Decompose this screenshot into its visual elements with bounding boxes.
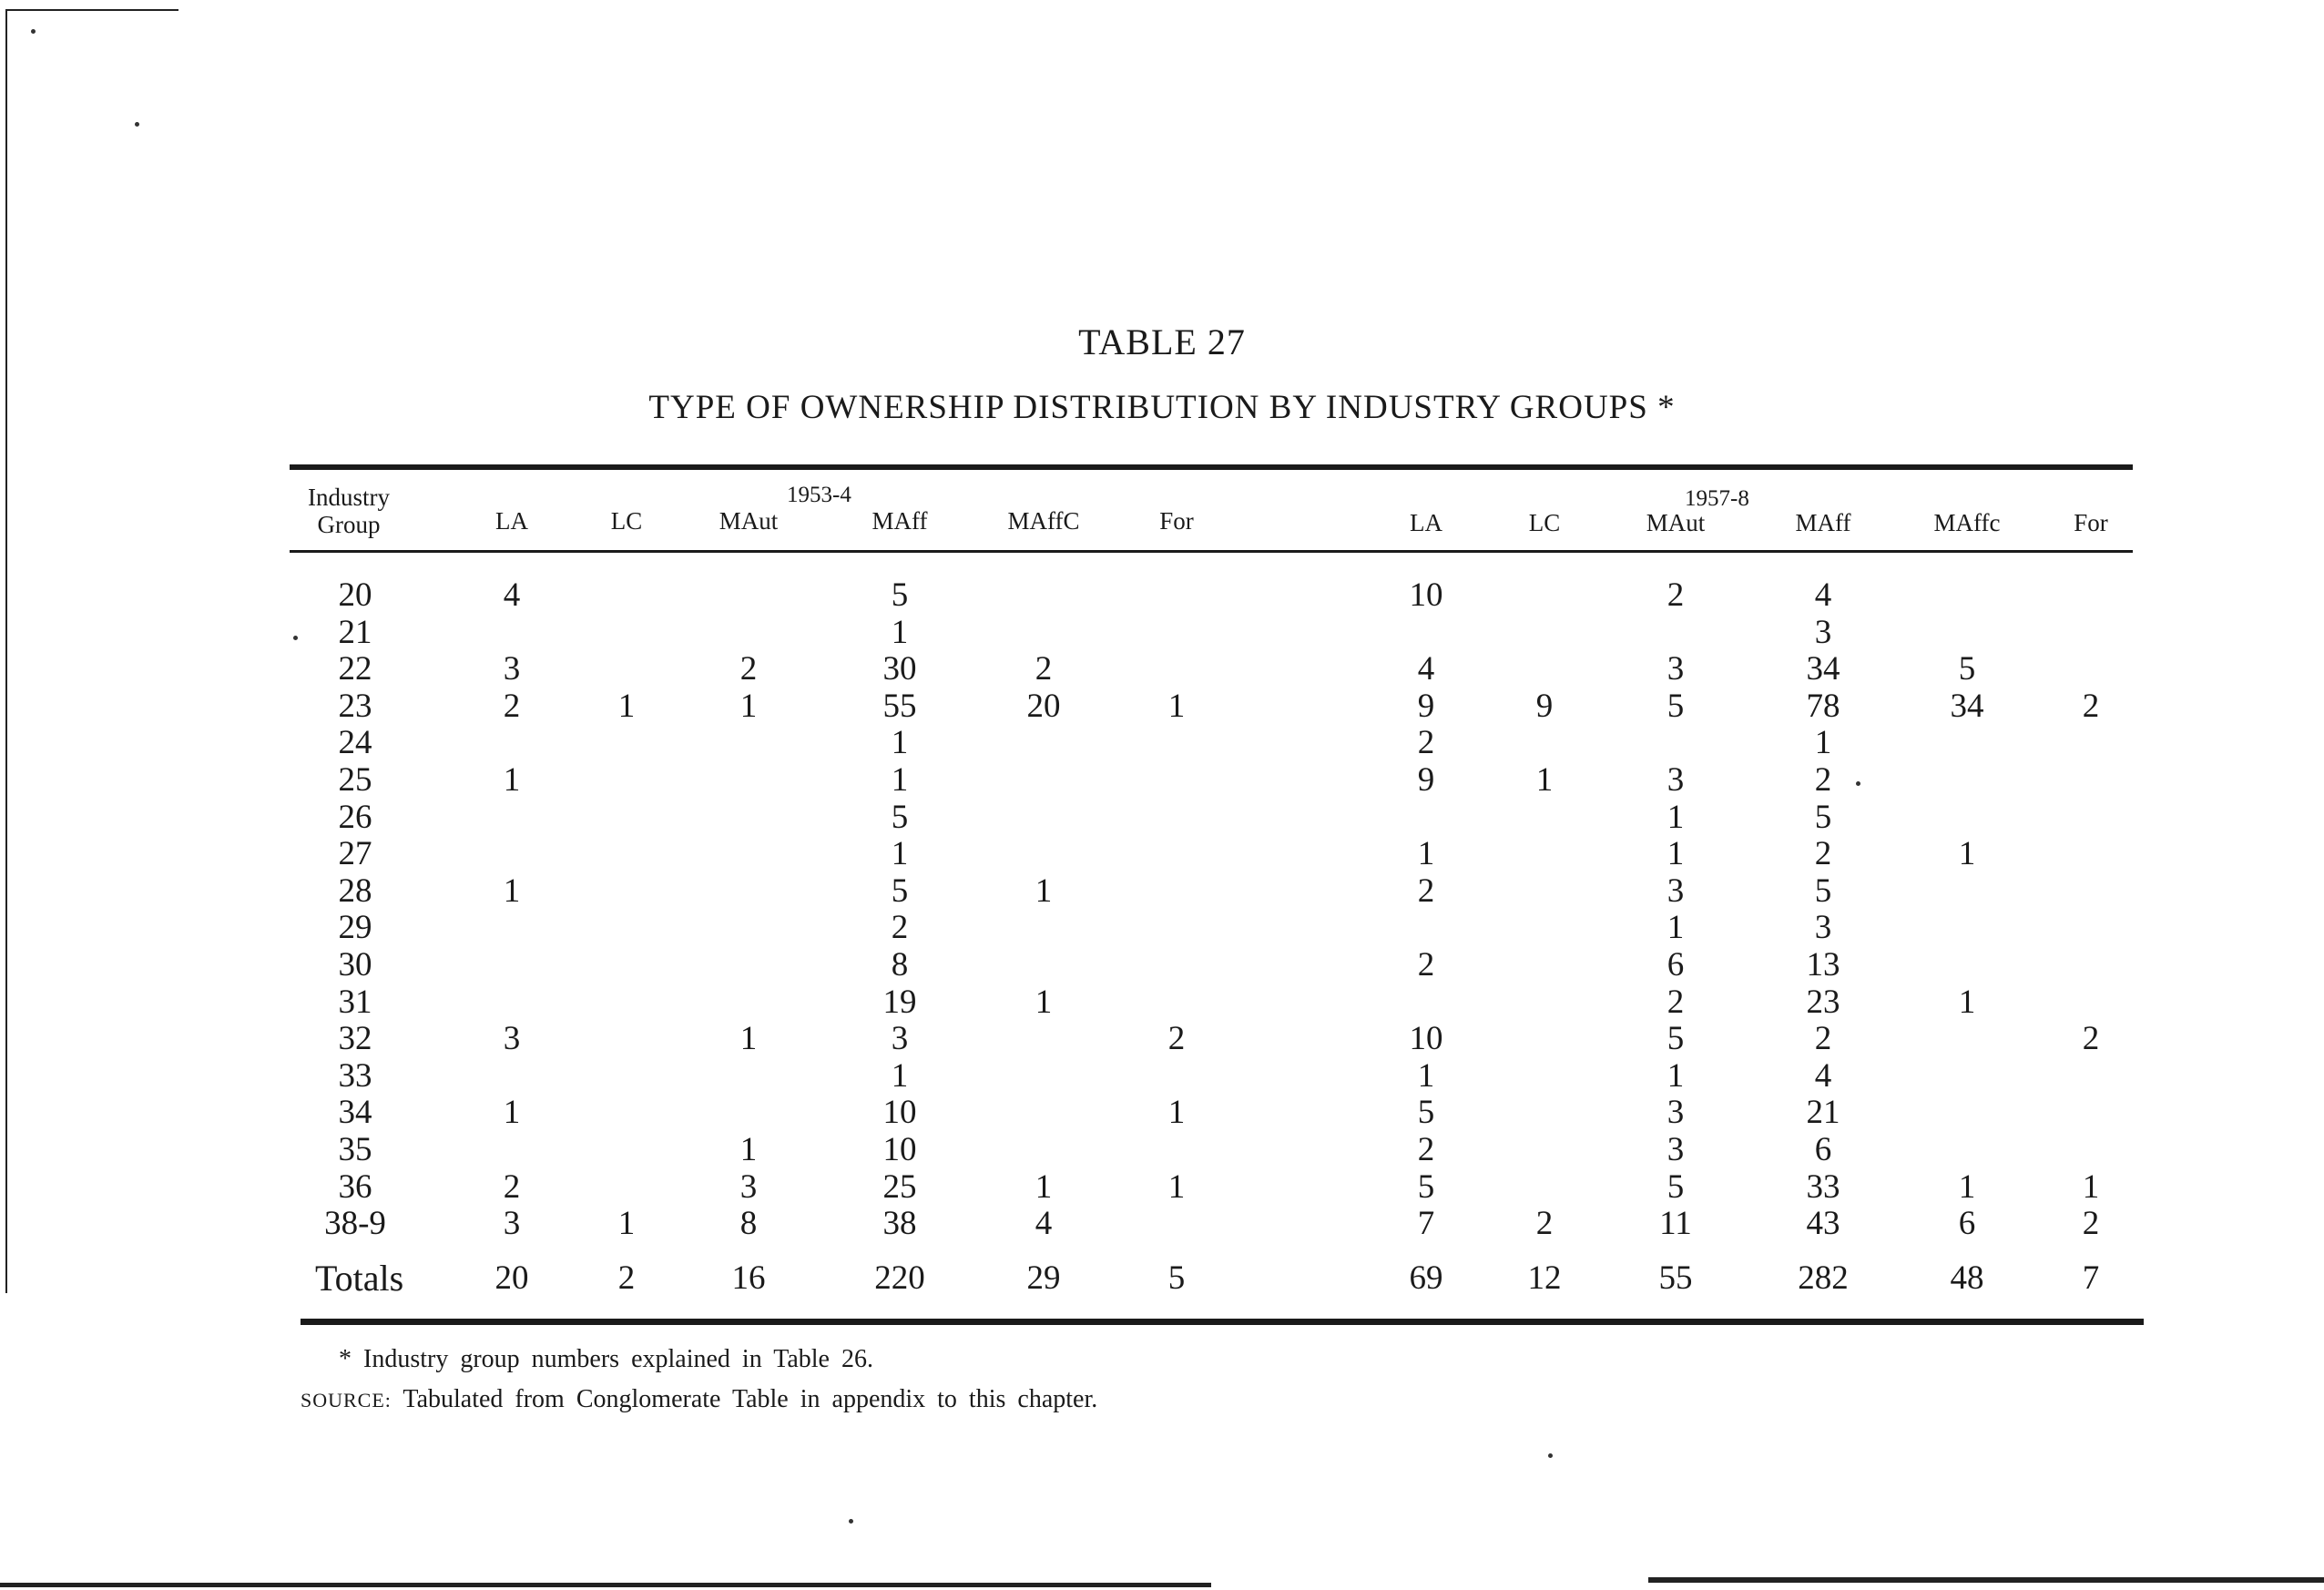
table-row: [0, 910, 2324, 946]
source-note: [301, 1385, 1097, 1414]
table-row: [0, 688, 2324, 725]
column-header-1957-maut: MAut: [1646, 509, 1706, 536]
top-rule: [290, 464, 2133, 470]
cell-1957-for: 2: [2082, 687, 2100, 725]
total-1957-for: 7: [2082, 1259, 2100, 1297]
table-number: TABLE 27: [1078, 321, 1246, 362]
cell-1953-maff: 5: [891, 798, 909, 836]
cell-1957-maff: 5: [1814, 871, 1832, 910]
cell-1957-maff: 3: [1814, 909, 1832, 947]
cell-1957-la: 9: [1417, 761, 1435, 799]
cell-1957-maffc: 1: [1958, 1167, 1976, 1206]
cell-1957-maff: 43: [1806, 1205, 1840, 1243]
cell-1957-maffc: 6: [1958, 1205, 1976, 1243]
industry-group-cell: 30: [338, 946, 372, 984]
cell-1957-maff: 2: [1814, 1020, 1832, 1058]
cell-1953-maff: 1: [891, 835, 909, 873]
cell-1953-maff: 55: [882, 687, 917, 725]
column-header-1953-la: LA: [495, 507, 528, 535]
scan-speck: [31, 29, 36, 34]
cell-1957-la: 1: [1417, 1056, 1435, 1095]
total-1953-maut: 16: [731, 1259, 766, 1297]
table-row: [0, 577, 2324, 614]
industry-group-cell: 23: [338, 687, 372, 725]
cell-1957-maffc: 1: [1958, 835, 1976, 873]
header-industry-label: Industry: [308, 484, 390, 511]
column-header-1957-lc: LC: [1528, 509, 1561, 536]
industry-group-cell: 36: [338, 1167, 372, 1206]
cell-1957-maut: 3: [1667, 1094, 1685, 1132]
cell-1953-maut: 1: [739, 1131, 758, 1168]
industry-group-cell: 25: [338, 761, 372, 799]
period-label-1957: 1957-8: [1685, 486, 1749, 511]
cell-1953-la: 3: [503, 1205, 521, 1243]
total-1953-for: 5: [1167, 1259, 1186, 1297]
table-row: [0, 1095, 2324, 1131]
cell-1957-maff: 2: [1814, 761, 1832, 799]
table-row: [0, 947, 2324, 984]
cell-1957-la: 2: [1417, 724, 1435, 762]
cell-1953-maffc: 20: [1026, 687, 1061, 725]
cell-1957-maffc: 1: [1958, 983, 1976, 1021]
scan-speck: [135, 122, 139, 127]
cell-1953-maut: 3: [739, 1167, 758, 1206]
cell-1957-maff: 4: [1814, 576, 1832, 614]
cell-1957-maff: 2: [1814, 835, 1832, 873]
industry-group-cell: 26: [338, 798, 372, 836]
cell-1957-maut: 1: [1667, 1056, 1685, 1095]
cell-1953-maff: 30: [882, 650, 917, 688]
total-1953-maffc: 29: [1026, 1259, 1061, 1297]
cell-1953-la: 1: [503, 1094, 521, 1132]
scan-edge-bottom-right: [1648, 1577, 2324, 1583]
footnote: * Industry group numbers explained in Table 26.: [339, 1345, 873, 1373]
cell-1957-maff: 4: [1814, 1056, 1832, 1095]
total-1953-maff: 220: [874, 1259, 925, 1297]
cell-1957-la: 1: [1417, 835, 1435, 873]
total-1953-lc: 2: [617, 1259, 636, 1297]
source-label: SOURCE:: [301, 1389, 392, 1412]
cell-1957-maff: 21: [1806, 1094, 1840, 1132]
cell-1957-for: 1: [2082, 1167, 2100, 1206]
totals-row: [0, 1260, 2324, 1297]
table-row: [0, 1206, 2324, 1242]
cell-1957-maffc: 5: [1958, 650, 1976, 688]
cell-1953-maff: 1: [891, 724, 909, 762]
table-row: [0, 725, 2324, 761]
industry-group-cell: 34: [338, 1094, 372, 1132]
total-1953-la: 20: [494, 1259, 529, 1297]
cell-1957-maut: 2: [1667, 576, 1685, 614]
bottom-rule: [301, 1319, 2144, 1325]
industry-group-cell: 38-9: [324, 1205, 386, 1243]
industry-group-cell: 28: [338, 871, 372, 910]
industry-group-cell: 27: [338, 835, 372, 873]
table-row: [0, 836, 2324, 872]
cell-1953-la: 1: [503, 871, 521, 910]
cell-1953-la: 1: [503, 761, 521, 799]
industry-group-cell: 24: [338, 724, 372, 762]
cell-1957-maff: 13: [1806, 946, 1840, 984]
cell-1957-maut: 1: [1667, 798, 1685, 836]
cell-1957-maut: 1: [1667, 909, 1685, 947]
column-header-1953-maff: MAff: [872, 507, 928, 535]
cell-1957-la: 5: [1417, 1167, 1435, 1206]
cell-1953-maff: 5: [891, 576, 909, 614]
cell-1957-la: 2: [1417, 871, 1435, 910]
cell-1953-maff: 10: [882, 1131, 917, 1168]
cell-1957-for: 2: [2082, 1020, 2100, 1058]
cell-1957-maff: 34: [1806, 650, 1840, 688]
cell-1957-for: 2: [2082, 1205, 2100, 1243]
header-group-label: Group: [317, 511, 381, 538]
table-row: [0, 1021, 2324, 1057]
cell-1953-maff: 1: [891, 761, 909, 799]
cell-1957-maff: 78: [1806, 687, 1840, 725]
cell-1953-maff: 25: [882, 1167, 917, 1206]
column-header-1953-maffc: MAffC: [1007, 507, 1080, 535]
table-row: [0, 984, 2324, 1021]
cell-1957-maut: 3: [1667, 761, 1685, 799]
industry-group-cell: 29: [338, 909, 372, 947]
cell-1957-lc: 2: [1535, 1205, 1554, 1243]
cell-1957-maut: 3: [1667, 871, 1685, 910]
column-header-1957-la: LA: [1410, 509, 1442, 536]
cell-1957-la: 7: [1417, 1205, 1435, 1243]
scan-speck: [1548, 1453, 1553, 1458]
table-title: TYPE OF OWNERSHIP DISTRIBUTION BY INDUSTRY GROUPS *: [648, 389, 1676, 426]
cell-1953-maffc: 1: [1035, 983, 1053, 1021]
cell-1953-lc: 1: [617, 687, 636, 725]
cell-1953-for: 1: [1167, 687, 1186, 725]
cell-1957-maut: 5: [1667, 1167, 1685, 1206]
cell-1957-maut: 2: [1667, 983, 1685, 1021]
cell-1953-maff: 5: [891, 871, 909, 910]
cell-1957-la: 10: [1409, 1020, 1443, 1058]
cell-1953-maut: 1: [739, 687, 758, 725]
cell-1957-maut: 11: [1659, 1205, 1692, 1243]
cell-1953-maff: 1: [891, 613, 909, 651]
cell-1953-maff: 1: [891, 1056, 909, 1095]
cell-1957-maut: 3: [1667, 1131, 1685, 1168]
cell-1953-for: 2: [1167, 1020, 1186, 1058]
total-1957-lc: 12: [1527, 1259, 1562, 1297]
table-row: [0, 873, 2324, 910]
cell-1953-maff: 8: [891, 946, 909, 984]
cell-1953-maff: 2: [891, 909, 909, 947]
cell-1957-maut: 3: [1667, 650, 1685, 688]
total-1957-la: 69: [1409, 1259, 1443, 1297]
cell-1957-la: 2: [1417, 946, 1435, 984]
total-1957-maff: 282: [1798, 1259, 1849, 1297]
header-rule: [290, 550, 2133, 553]
cell-1953-maff: 10: [882, 1094, 917, 1132]
table-row: [0, 800, 2324, 836]
cell-1957-maut: 6: [1667, 946, 1685, 984]
industry-group-cell: 21: [338, 613, 372, 651]
column-header-1957-maffc: MAffc: [1933, 509, 2001, 536]
cell-1957-maut: 1: [1667, 835, 1685, 873]
cell-1957-maff: 3: [1814, 613, 1832, 651]
cell-1953-maffc: 2: [1035, 650, 1053, 688]
cell-1957-maff: 33: [1806, 1167, 1840, 1206]
industry-group-cell: 20: [338, 576, 372, 614]
cell-1953-la: 3: [503, 650, 521, 688]
column-header-1957-maff: MAff: [1795, 509, 1851, 536]
cell-1953-la: 2: [503, 1167, 521, 1206]
period-label-1953: 1953-4: [787, 483, 851, 507]
cell-1953-la: 3: [503, 1020, 521, 1058]
cell-1957-la: 5: [1417, 1094, 1435, 1132]
cell-1957-maut: 5: [1667, 1020, 1685, 1058]
column-header-1953-lc: LC: [610, 507, 643, 535]
header-industry-group: [299, 484, 399, 538]
column-header-1957-for: For: [2074, 509, 2108, 536]
table-row: [0, 1058, 2324, 1095]
industry-group-cell: 32: [338, 1020, 372, 1058]
cell-1957-maffc: 34: [1950, 687, 1984, 725]
total-1957-maut: 55: [1658, 1259, 1693, 1297]
cell-1953-la: 2: [503, 687, 521, 725]
industry-group-cell: 22: [338, 650, 372, 688]
table-row: [0, 1169, 2324, 1206]
cell-1953-maff: 3: [891, 1020, 909, 1058]
cell-1953-lc: 1: [617, 1205, 636, 1243]
industry-group-cell: 31: [338, 983, 372, 1021]
cell-1953-for: 1: [1167, 1167, 1186, 1206]
scan-speck: [849, 1519, 853, 1524]
cell-1957-lc: 1: [1535, 761, 1554, 799]
cell-1957-la: 2: [1417, 1131, 1435, 1168]
table-row: [0, 651, 2324, 688]
cell-1957-la: 9: [1417, 687, 1435, 725]
cell-1957-la: 4: [1417, 650, 1435, 688]
industry-group-cell: 35: [338, 1131, 372, 1168]
cell-1953-maffc: 1: [1035, 871, 1053, 910]
cell-1953-maut: 8: [739, 1205, 758, 1243]
total-1957-maffc: 48: [1950, 1259, 1984, 1297]
industry-group-cell: 33: [338, 1056, 372, 1095]
scan-edge-top: [5, 9, 178, 11]
cell-1957-maff: 5: [1814, 798, 1832, 836]
cell-1953-maffc: 4: [1035, 1205, 1053, 1243]
table-row: [0, 615, 2324, 651]
cell-1957-maff: 6: [1814, 1131, 1832, 1168]
cell-1953-maff: 38: [882, 1205, 917, 1243]
cell-1953-maff: 19: [882, 983, 917, 1021]
cell-1957-maut: 5: [1667, 687, 1685, 725]
cell-1953-maffc: 1: [1035, 1167, 1053, 1206]
cell-1953-la: 4: [503, 576, 521, 614]
column-header-1953-for: For: [1159, 507, 1194, 535]
table-row: [0, 1132, 2324, 1168]
cell-1953-maut: 1: [739, 1020, 758, 1058]
cell-1957-maff: 1: [1814, 724, 1832, 762]
scan-edge-bottom-left: [0, 1583, 1211, 1587]
cell-1957-maff: 23: [1806, 983, 1840, 1021]
cell-1957-la: 10: [1409, 576, 1443, 614]
column-header-1953-maut: MAut: [719, 507, 779, 535]
cell-1953-for: 1: [1167, 1094, 1186, 1132]
table-row: [0, 762, 2324, 799]
totals-label: Totals: [315, 1258, 404, 1299]
cell-1953-maut: 2: [739, 650, 758, 688]
source-text: Tabulated from Conglomerate Table in appendix to this chapter.: [403, 1385, 1098, 1413]
cell-1957-lc: 9: [1535, 687, 1554, 725]
